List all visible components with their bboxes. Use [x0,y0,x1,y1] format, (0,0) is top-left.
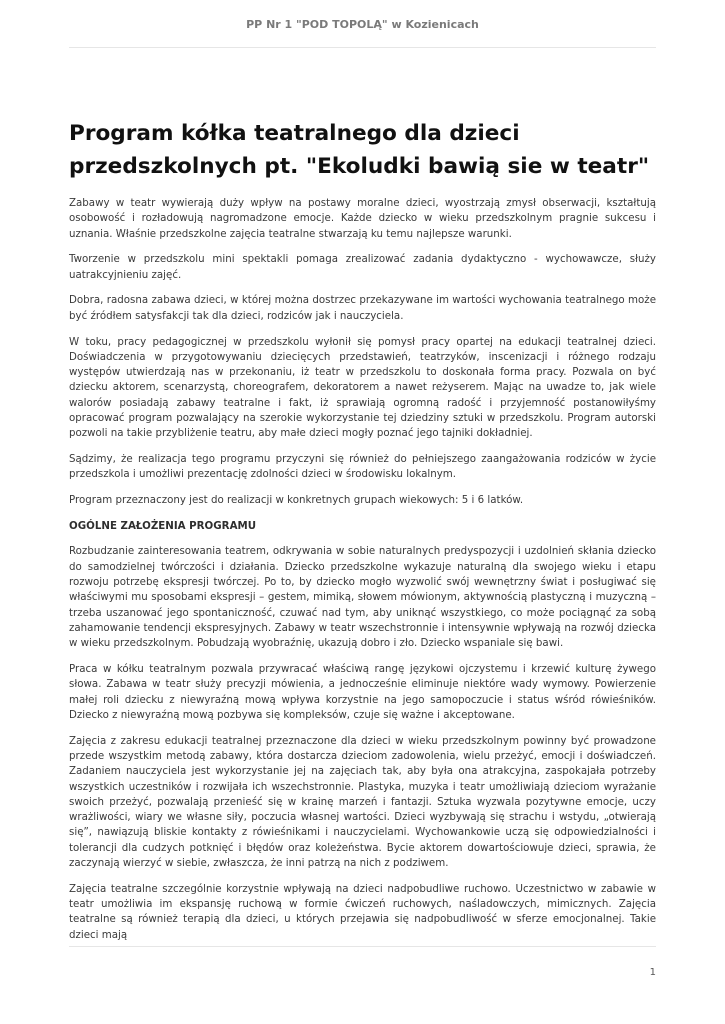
paragraph: Sądzimy, że realizacja tego programu przyczyni się również do pełniejszego zaangażowania rodziców w życie przedszkola i umożliwi prezentację zdolności dzieci w środowisku lokalnym. [69,453,656,481]
paragraph: Zajęcia z zakresu edukacji teatralnej przeznaczone dla dzieci w wieku przedszkolnym powinny być prowadzone przede wszystkim metodą zabawy, która dostarcza dzieciom zadowolenia, wielu przeżyć, emocji i doświadczeń. Zadaniem nauczyciela jest wykorzystanie jej na zajęciach tak, aby była ona atrakcyjna, zaspokajała potrzeby wszystkich uczestników i rozwijała ich wszechstronnie. Plastyka, muzyka i teatr umożliwiają dzieciom wyrażanie swoich przeżyć, pozwalają przenieść się w krainę marzeń i fantazji. Sztuka wyzwala pozytywne emocje, uczy wrażliwości, wiary we własne siły, poczucia własnej wartości. Dzieci wyzbywają się strachu i wstydu, „otwierają się”, nawiązują bliskie kontakty z rówieśnikami i nauczycielami. Wychowankowie uczą się odpowiedzialności i tolerancji dla cudzych potknięć i błędów oraz koleżeństwa. Bycie aktorem dowartościowuje dzieci, sprawia, że zaczynają wierzyć w siebie, zwłaszcza, że inni patrzą na nich z podziwem. [69,734,656,869]
paragraph: Zajęcia teatralne szczególnie korzystnie wpływają na dzieci nadpobudliwe ruchowo. Uczestnictwo w zabawie w teatr umożliwia im ekspansję ruchową w formie ćwiczeń ruchowych, naśladowczych, mimicznych. Zajęcia teatralne są również terapią dla dzieci, u których przejawia się nadpobudliwość w sferze emocjonalnej. Takie dzieci mają [69,882,656,941]
paragraph: Tworzenie w przedszkolu mini spektakli pomaga zrealizować zadania dydaktyczno - wychowawcze, służy uatrakcyjnieniu zajęć. [69,253,656,281]
header-title: PP Nr 1 "POD TOPOLĄ" w Kozienicach [246,18,479,31]
section-heading: OGÓLNE ZAŁOŻENIA PROGRAMU [69,520,257,533]
paragraph: Zabawy w teatr wywierają duży wpływ na postawy moralne dzieci, wyostrzają zmysł obserwacji, kształtują osobowość i rozładowują nagromadzone emocje. Każde dziecko w wieku przedszkolnym pragnie sukcesu i uznania. Właśnie przedszkolne zajęcia teatralne stwarzają ku temu najlepsze warunki. [69,197,656,240]
page-header [69,0,656,48]
paragraph: W toku, pracy pedagogicznej w przedszkolu wyłonił się pomysł pracy opartej na edukacji teatralnej dzieci. Doświadczenia w przygotowywaniu dziecięcych przedstawień, teatrzyków, inscenizacji i różnego rodzaju występów utwierdzają nas w przekonaniu, iż teatr w przedszkolu to doskonała forma pracy. Pozwala on być dziecku aktorem, scenarzystą, choreografem, dekoratorem a nawet reżyserem. Mając na uwadze to, jak wiele walorów posiadają zabawy teatralne i fakt, iż sprawiają ogromną radość i przyjemność postanowiłyśmy opracować program pozwalający na szerokie wykorzystanie tej dziedziny sztuki w przedszkolu. Program autorski pozwoli na takie przybliżenie teatru, aby małe dzieci mogły poznać jego tajniki dokładniej. [69,335,656,440]
document-body [69,117,656,953]
paragraph: Praca w kółku teatralnym pozwala przywracać właściwą rangę językowi ojczystemu i krzewić kulturę żywego słowa. Zabawa w teatr służy precyzji mówienia, a jednocześnie eliminuje niektóre wady wymowy. Powierzenie małej roli dziecku z niewyraźną mową wpływa korzystnie na jego samopoczucie i status wśród rówieśników. Dziecko z niewyraźną mową pozbywa się kompleksów, czuje się ważne i akceptowane. [69,662,656,721]
footer-divider [69,946,656,947]
paragraph: Dobra, radosna zabawa dzieci, w której można dostrzec przekazywane im wartości wychowania teatralnego może być źródłem satysfakcji tak dla dzieci, rodziców jak i nauczyciela. [69,294,656,322]
paragraph: Program przeznaczony jest do realizacji w konkretnych grupach wiekowych: 5 i 6 latków. [69,494,524,507]
paragraph: Rozbudzanie zainteresowania teatrem, odkrywania w sobie naturalnych predyspozycji i uzdolnień skłania dziecko do samodzielnej twórczości i działania. Dziecko przedszkolne wykazuje naturalną dla swojego wieku i etapu rozwoju potrzebę ekspresji twórczej. Po to, by dziecko mogło wyzwolić swój wewnętrzny świat i posługiwać się właściwymi mu sposobami ekspresji – gestem, mimiką, słowem mówionym, aktywnością plastyczną i muzyczną – trzeba uszanować jego spontaniczność, czuwać nad tym, aby uniknąć wszystkiego, co może pociągnąć za sobą zahamowanie tendencji ekspresyjnych. Zabawy w teatr wszechstronnie i intensywnie wpływają na rozwój dziecka w wieku przedszkolnym. Pobudzają wyobraźnię, ukazują dobro i zło. Dziecko wspaniale się bawi. [69,545,656,650]
page-number: 1 [649,967,656,978]
document-title: Program kółka teatralnego dla dzieci przedszkolnych pt. "Ekoludki bawią sie w teatr" [69,121,650,179]
